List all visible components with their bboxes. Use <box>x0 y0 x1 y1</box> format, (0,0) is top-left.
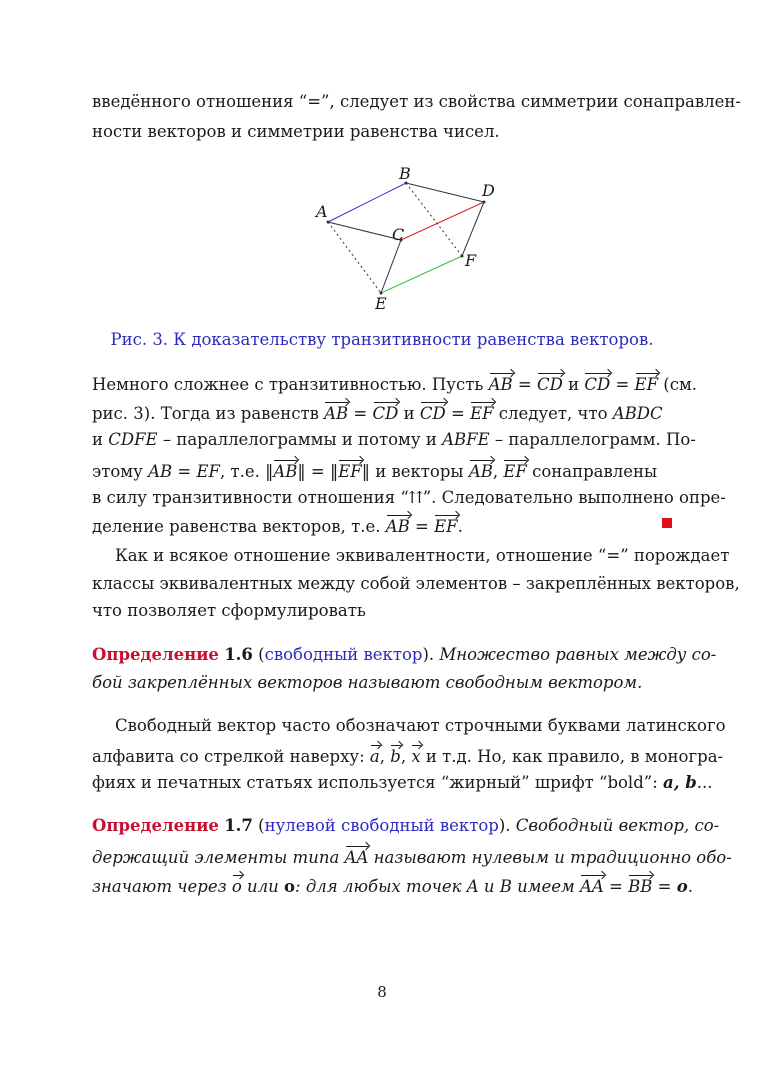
page-number: 8 <box>377 983 387 1001</box>
label-E: E <box>375 294 387 313</box>
label-D: D <box>482 181 495 200</box>
definition-label: Определение <box>92 816 219 835</box>
para2-line-1: Как и всякое отношение эквивалентности, отношение “=” порождает <box>115 546 730 565</box>
definition-1-7-line-2: держащий элементы типа AA называют нулевым и традиционно обо- <box>92 845 672 868</box>
para1-line-5: в силу транзитивности отношения “⇈”. Следовательно выполнено опре- <box>92 488 726 507</box>
para3-line-3: фиях и печатных статьях используется “жирный” шрифт “bold”: a, b... <box>92 773 713 792</box>
definition-1-6-line-2: бой закреплённых векторов называют свободным вектором. <box>92 673 643 692</box>
definition-name: свободный вектор <box>264 645 423 664</box>
definition-1-7-line-3: значают через o или o: для любых точек A и B имеем AA = BB = o. <box>92 874 672 897</box>
definition-1-6-line-1: Определение 1.6 (свободный вектор). Множество равных между со- <box>92 645 717 664</box>
para2-line-2: классы эквивалентных между собой элементов – закреплённых векторов, <box>92 574 740 593</box>
figure-caption: Рис. 3. К доказательству транзитивности равенства векторов. <box>110 330 654 349</box>
definition-name: нулевой свободный вектор <box>264 816 499 835</box>
para2-line-3: что позволяет сформулировать <box>92 601 366 620</box>
para1-line-2: рис. 3). Тогда из равенств AB = CD и CD = EF следует, что ABDC <box>92 401 672 424</box>
point-D <box>483 201 486 204</box>
definition-label: Определение <box>92 645 219 664</box>
qed-square-icon <box>662 518 672 528</box>
segment-CD <box>401 202 484 240</box>
intro-line-2: ности векторов и симметрии равенства чисел. <box>92 122 500 141</box>
segment-AB <box>328 183 406 222</box>
label-A: A <box>316 202 328 221</box>
intro-line-1: введённого отношения “=”, следует из свойства симметрии сонаправлен- <box>92 92 742 111</box>
segment-BF <box>406 183 462 256</box>
para1-line-3: и CDFE – параллелограммы и потому и ABFE – параллелограмм. По- <box>92 430 696 449</box>
para1-line-6: деление равенства векторов, т.е. AB = EF. <box>92 514 672 537</box>
para3-line-2: алфавита со стрелкой наверху: a, b, x и т.д. Но, как правило, в моногра- <box>92 744 672 767</box>
figure-parallelograms <box>0 0 764 330</box>
para1-line-4: этому AB = EF, т.е. ‖AB‖ = ‖EF‖ и векторы AB, EF сонаправлены <box>92 459 672 482</box>
label-C: C <box>392 225 405 244</box>
segment-AC <box>328 222 401 240</box>
label-B: B <box>399 164 411 183</box>
para1-line-1: Немного сложнее с транзитивностью. Пусть AB = CD и CD = EF (см. <box>92 372 672 395</box>
para3-line-1: Свободный вектор часто обозначают строчными буквами латинского <box>115 716 726 735</box>
definition-1-7-line-1: Определение 1.7 (нулевой свободный вектор). Свободный вектор, со- <box>92 816 720 835</box>
label-F: F <box>465 251 477 270</box>
point-F <box>461 255 464 258</box>
segment-BD <box>406 183 484 202</box>
